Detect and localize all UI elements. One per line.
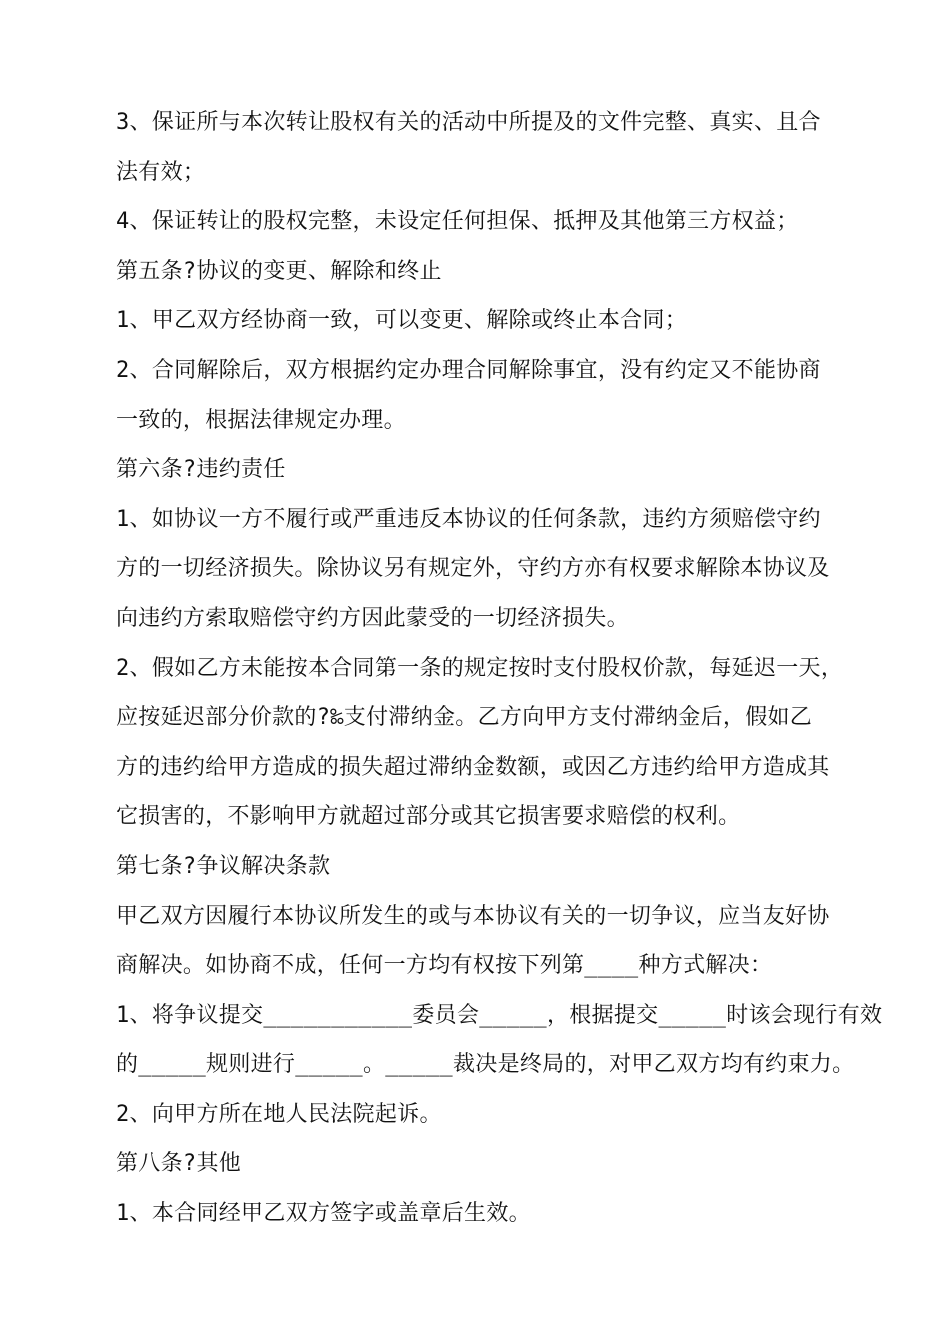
article-7-intro-line-1: 甲乙双方因履行本协议所发生的或与本协议有关的一切争议，应当友好协 [116, 903, 830, 929]
clause-3-line-1: 3、保证所与本次转让股权有关的活动中所提及的文件完整、真实、且合 [116, 110, 821, 135]
article-6-item-2-line-1: 2、假如乙方未能按本合同第一条的规定按时支付股权价款，每延迟一天， [116, 655, 844, 681]
article-6-item-2-line-4: 它损害的，不影响甲方就超过部分或其它损害要求赔偿的权利。 [116, 804, 741, 830]
document-body [116, 98, 883, 1239]
article-5-item-2-line-1: 2、合同解除后，双方根据约定办理合同解除事宜，没有约定又不能协商 [116, 357, 821, 383]
article-5-item-1: 1、甲乙双方经协商一致，可以变更、解除或终止本合同； [116, 308, 688, 334]
article-7-item-1-line-2: 的_____规则进行_____。_____裁决是终局的，对甲乙双方均有约束力。 [116, 1052, 855, 1078]
article-8-heading: 第八条?其他 [116, 1151, 242, 1177]
article-6-item-2-line-2: 应按延迟部分价款的?‰支付滞纳金。乙方向甲方支付滞纳金后，假如乙 [116, 705, 813, 731]
article-7-heading: 第七条?争议解决条款 [116, 853, 331, 879]
article-7-intro-line-2: 商解决。如协商不成，任何一方均有权按下列第____种方式解决： [116, 953, 773, 979]
article-6-heading: 第六条?违约责任 [116, 457, 286, 483]
article-5-heading: 第五条?协议的变更、解除和终止 [116, 258, 442, 284]
article-6-item-1-line-2: 方的一切经济损失。除协议另有规定外，守约方亦有权要求解除本协议及 [116, 556, 830, 582]
article-8-item-1: 1、本合同经甲乙双方签字或盖章后生效。 [116, 1201, 531, 1227]
article-6-item-1-line-1: 1、如协议一方不履行或严重违反本协议的任何条款，违约方须赔偿守约 [116, 506, 821, 532]
article-6-item-1-line-3: 向违约方索取赔偿守约方因此蒙受的一切经济损失。 [116, 605, 629, 631]
clause-4-line: 4、保证转让的股权完整，未设定任何担保、抵押及其他第三方权益； [116, 209, 799, 235]
article-7-item-2: 2、向甲方所在地人民法院起诉。 [116, 1101, 442, 1127]
article-5-item-2-line-2: 一致的，根据法律规定办理。 [116, 407, 406, 433]
article-7-item-1-line-1: 1、将争议提交___________委员会_____，根据提交_____时该会现行有效 [116, 1002, 883, 1028]
article-6-item-2-line-3: 方的违约给甲方造成的损失超过滞纳金数额，或因乙方违约给甲方造成其 [116, 754, 830, 780]
clause-3-line-2: 法有效； [116, 159, 206, 185]
